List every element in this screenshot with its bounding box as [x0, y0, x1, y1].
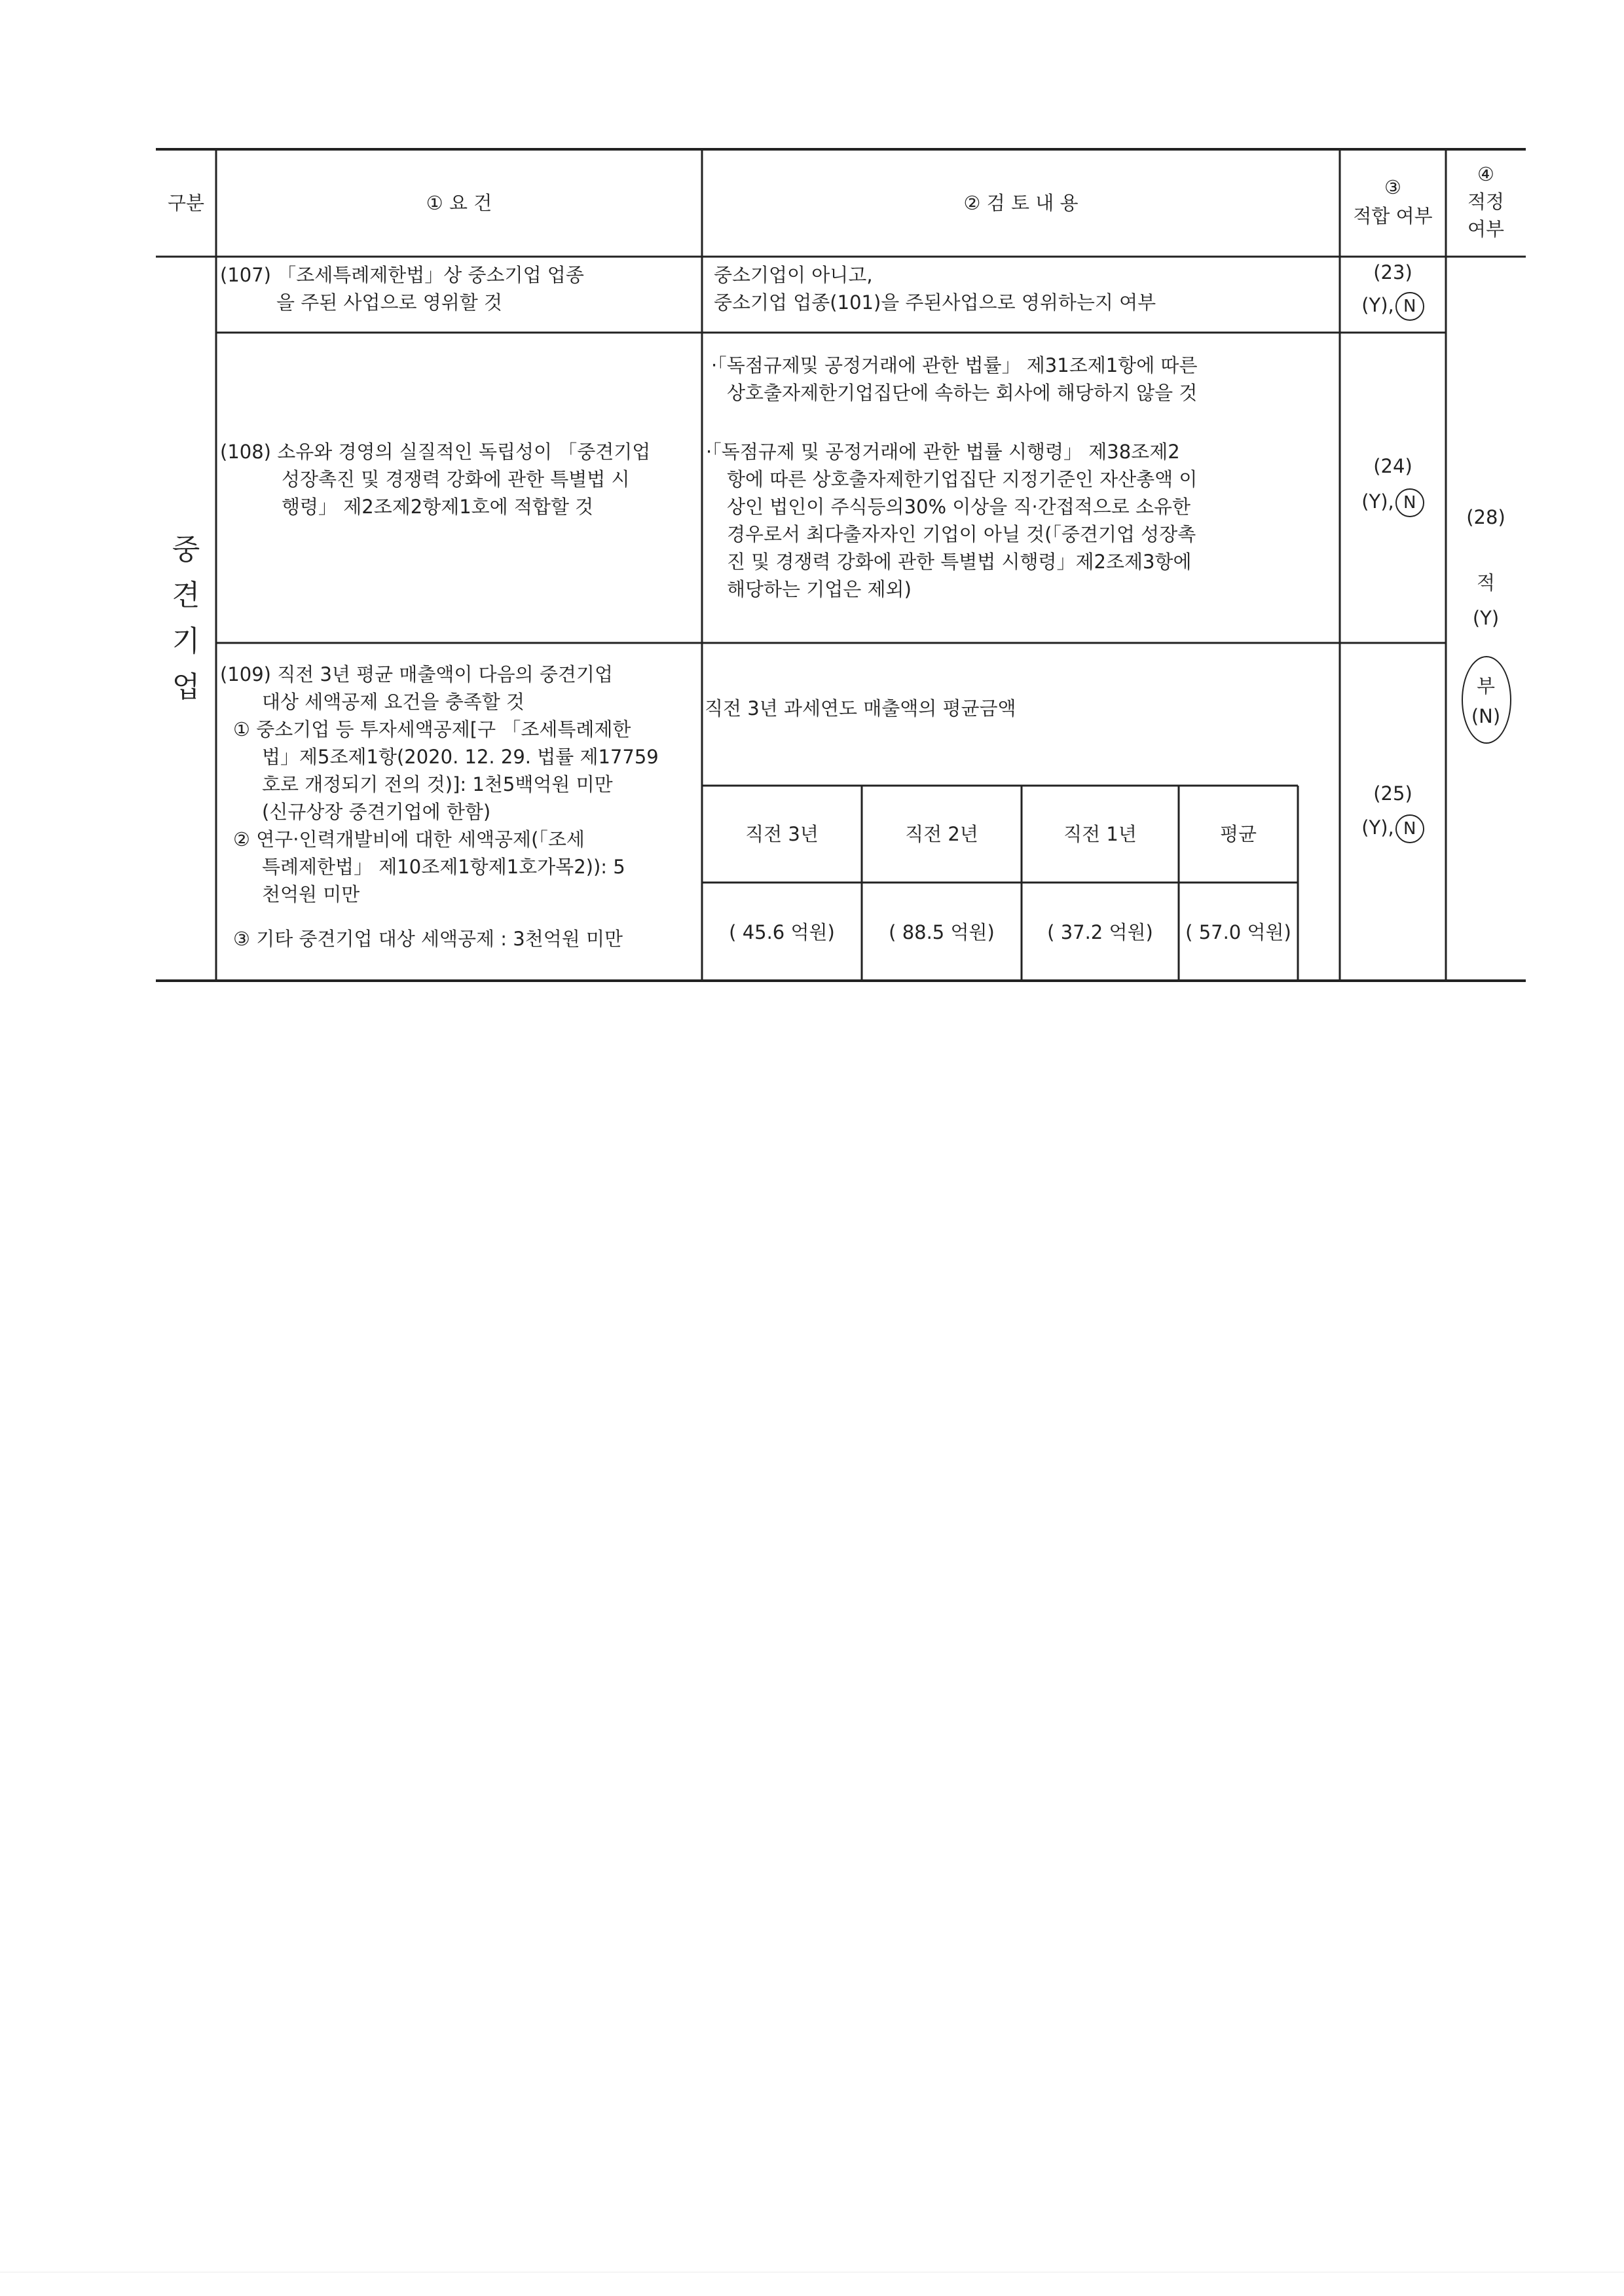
fit-109-no-circled: N — [1395, 814, 1424, 843]
req-109-line: ② 연구·인력개발비에 대한 세액공제(「조세 — [233, 828, 585, 850]
sales-col-value: ( 57.0 억원) — [1185, 921, 1291, 943]
sales-col-label: 직전 2년 — [905, 823, 978, 845]
header-fit-label: 적합 여부 — [1353, 205, 1433, 227]
review-108-line: 상인 법인이 주식등의30% 이상을 직·간접적으로 소유한 — [727, 496, 1191, 518]
req-108-line: (108) 소유와 경영의 실질적인 독립성이 「중견기업 — [220, 441, 651, 463]
req-108-line: 행령」 제2조제2항제1호에 적합할 것 — [282, 496, 594, 518]
proper-no-label: 부 — [1476, 675, 1495, 697]
proper-no-mark: (N) — [1471, 705, 1501, 727]
sales-col-value: ( 88.5 억원) — [889, 921, 995, 943]
fit-108-mark — [1340, 488, 1446, 517]
req-109-line: 호로 개정되기 전의 것)]: 1천5백억원 미만 — [262, 773, 613, 795]
req-107-line: (107) 「조세특례제한법」상 중소기업 업종 — [220, 264, 584, 286]
fit-109-mark — [1340, 814, 1446, 843]
req-109-line: (109) 직전 3년 평균 매출액이 다음의 중견기업 — [220, 663, 613, 685]
proper-yes-mark: (Y) — [1472, 607, 1500, 629]
fit-109-number: (25) — [1373, 782, 1412, 805]
review-108-line: 경우로서 최다출자자인 기업이 아닐 것(「중견기업 성장촉 — [727, 523, 1196, 545]
req-109-line: ③ 기타 중견기업 대상 세액공제 : 3천억원 미만 — [233, 928, 623, 950]
fit-107-yes: (Y), — [1361, 294, 1394, 316]
sales-col-label: 직전 1년 — [1063, 823, 1137, 845]
header-proper-label-1: 적정 — [1467, 191, 1505, 213]
review-108-line: 해당하는 기업은 제외) — [727, 578, 912, 600]
review-107-line: 중소기업이 아니고, — [714, 264, 873, 286]
review-108-line: 상호출자제한기업집단에 속하는 회사에 해당하지 않을 것 — [727, 382, 1198, 404]
fit-108-yes: (Y), — [1361, 490, 1394, 513]
fit-107-mark — [1340, 292, 1446, 321]
fit-107-number: (23) — [1373, 261, 1412, 283]
category-char: 기 — [172, 625, 200, 658]
req-109-line: ① 중소기업 등 투자세액공제[구 「조세특례제한 — [233, 718, 631, 740]
category-char: 업 — [172, 670, 200, 704]
sales-col-value: ( 45.6 억원) — [729, 921, 835, 943]
req-108-line: 성장촉진 및 경쟁력 강화에 관한 특별법 시 — [282, 468, 630, 490]
review-108-line: 진 및 경쟁력 강화에 관한 특별법 시행령」제2조제3항에 — [727, 551, 1192, 573]
fit-107-no-circled: N — [1395, 292, 1424, 321]
req-109-line: 천억원 미만 — [262, 883, 360, 905]
sales-col-label: 평균 — [1219, 823, 1257, 845]
review-108-line: ·「독점규제 및 공정거래에 관한 법률 시행령」 제38조제2 — [706, 441, 1180, 463]
header-review: ② 검 토 내 용 — [963, 192, 1079, 214]
proper-no-circle — [1462, 656, 1511, 744]
req-107-line: 을 주된 사업으로 영위할 것 — [276, 291, 503, 314]
proper-number: (28) — [1466, 506, 1505, 528]
req-109-line: 법」제5조제1항(2020. 12. 29. 법률 제17759 — [262, 746, 659, 768]
fit-108-no-circled: N — [1395, 488, 1424, 517]
proper-yes-label: 적 — [1476, 572, 1495, 594]
fit-109-yes: (Y), — [1361, 816, 1394, 839]
review-109-title: 직전 3년 과세연도 매출액의 평균금액 — [705, 697, 1016, 720]
header-category: 구분 — [167, 192, 205, 214]
sales-col-value: ( 37.2 억원) — [1047, 921, 1153, 943]
category-char: 중 — [172, 533, 200, 566]
header-requirement: ① 요 건 — [426, 192, 492, 214]
req-109-line: 특례제한법」 제10조제1항제1호가목2)): 5 — [262, 856, 625, 878]
header-fit-number: ③ — [1384, 176, 1401, 198]
category-char: 견 — [172, 579, 200, 612]
req-109-line: 대상 세액공제 요건을 충족할 것 — [262, 691, 525, 713]
review-108-line: 항에 따른 상호출자제한기업집단 지정기준인 자산총액 이 — [727, 468, 1198, 490]
sales-col-label: 직전 3년 — [745, 823, 819, 845]
review-107-line: 중소기업 업종(101)을 주된사업으로 영위하는지 여부 — [714, 291, 1156, 314]
req-109-line: (신규상장 중견기업에 한함) — [262, 801, 491, 823]
review-108-line: ·「독점규제및 공정거래에 관한 법률」 제31조제1항에 따른 — [711, 354, 1198, 376]
header-proper-number: ④ — [1477, 163, 1494, 185]
fit-108-number: (24) — [1373, 455, 1412, 477]
header-proper-label-2: 여부 — [1467, 218, 1505, 240]
